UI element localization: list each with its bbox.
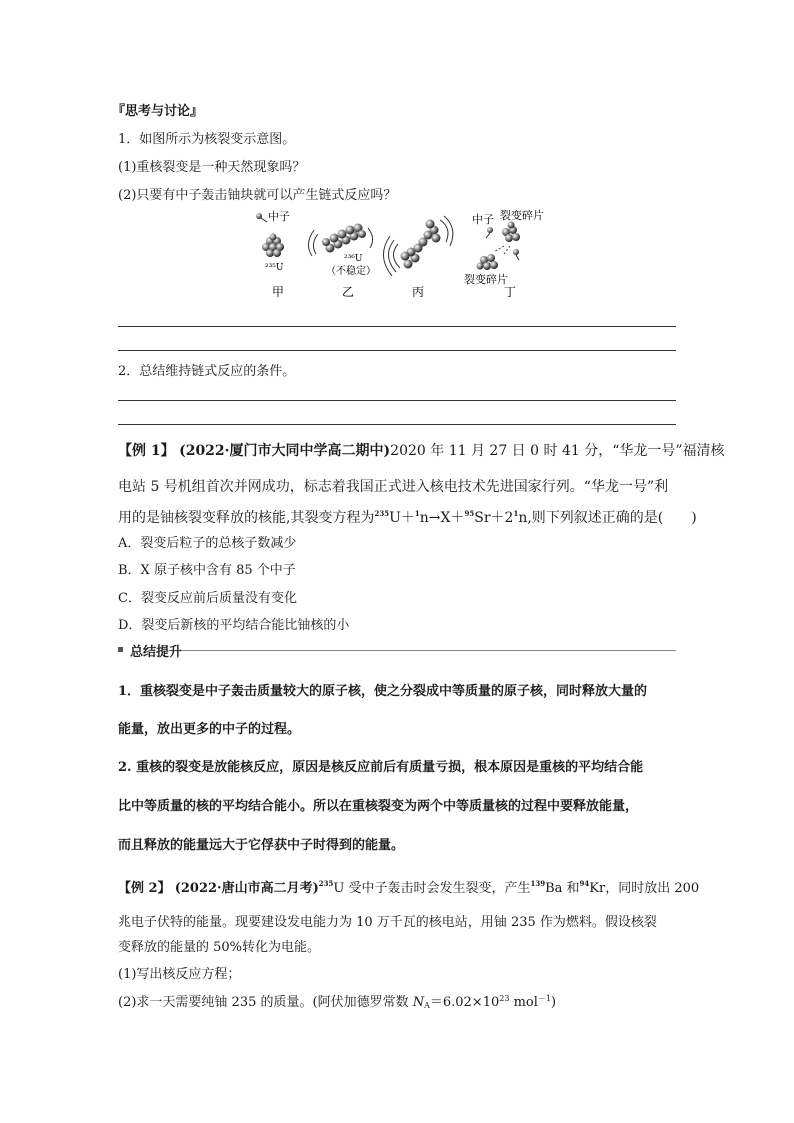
splitting-nucleus-icon bbox=[401, 220, 441, 269]
example-2-source: (2022·唐山市高二月考) bbox=[174, 881, 319, 896]
label-fragment-top: 裂变碎片 bbox=[500, 209, 544, 222]
example-1-source: (2022·厦门市大同中学高二期中) bbox=[179, 443, 391, 459]
option-a: A．裂变后粒子的总核子数减少 bbox=[118, 536, 297, 551]
example-2-tag: 【例 2】 bbox=[118, 881, 171, 896]
fission-diagram bbox=[248, 208, 588, 304]
label-neutron-jia: 中子 bbox=[268, 210, 290, 223]
summary-divider bbox=[182, 650, 676, 651]
label-u235: ²³⁵U bbox=[265, 263, 284, 273]
answer-line bbox=[118, 350, 676, 351]
panel-yi bbox=[308, 224, 376, 300]
answer-line bbox=[118, 326, 676, 327]
label-fragment-bottom: 裂变碎片 bbox=[464, 273, 508, 286]
option-b: B．X 原子核中含有 85 个中子 bbox=[118, 563, 296, 578]
question-1b: (2)只要有中子轰击铀块就可以产生链式反应吗？ bbox=[118, 188, 397, 203]
label-bing: 丙 bbox=[412, 285, 425, 299]
summary-bullet-icon bbox=[118, 647, 123, 652]
think-heading: 『思考与讨论』 bbox=[112, 104, 204, 119]
summary-p1-line-1: 1．重核裂变是中子轰击质量较大的原子核，使之分裂成中等质量的原子核，同时释放大量的 bbox=[118, 684, 648, 699]
label-neutron-ding: 中子 bbox=[472, 213, 494, 226]
u236-nucleus-icon bbox=[322, 224, 366, 253]
example-1-tag: 【例 1】 bbox=[118, 443, 175, 459]
panel-jia bbox=[256, 209, 290, 299]
option-c: C．裂变反应前后质量没有变化 bbox=[118, 591, 297, 606]
panel-ding bbox=[464, 208, 544, 299]
summary-p2-line-3: 而且释放的能量远大于它俘获中子时得到的能量。 bbox=[118, 838, 405, 853]
summary-p2-line-1: 2. 重核的裂变是放能核反应，原因是核反应前后有质量亏损，根本原因是重核的平均结合能 bbox=[118, 760, 644, 775]
neutron-icon bbox=[486, 227, 493, 238]
example-2-q2: (2)求一天需要纯铀 235 的质量。(阿伏加德罗常数 $N_A=6.02\times 10^{23}$ mol$^{-1}$) bbox=[118, 994, 557, 1010]
summary-p1-line-2: 能量，放出更多的中子的过程。 bbox=[118, 722, 301, 737]
neutron-icon bbox=[513, 249, 519, 260]
example-1-line-2: 电站 5 号机组首次并网成功，标志着我国正式进入核电技术先进国家行列。“华龙一号”利 bbox=[118, 479, 669, 495]
example-2-line-2: 兆电子伏特的能量。现要建设发电能力为 10 万千瓦的核电站，用铀 235 作为燃料。假设核裂 bbox=[118, 915, 657, 930]
u-mass-number: 235 bbox=[374, 509, 390, 518]
u235-nucleus-icon bbox=[262, 234, 284, 258]
label-u236: ²³⁶U bbox=[344, 254, 363, 264]
summary-p2-line-2: 比中等质量的核的平均结合能小。所以在重核裂变为两个中等质量核的过程中要释放能量， bbox=[118, 799, 639, 814]
example-2-q1: (1)写出核反应方程； bbox=[118, 967, 241, 982]
label-jia: 甲 bbox=[272, 285, 285, 299]
n2-mass-number: 1 bbox=[513, 509, 519, 518]
fragment-top-icon bbox=[502, 222, 520, 243]
answer-line bbox=[118, 400, 676, 401]
example-2-line-3: 变释放的能量的 50%转化为电能。 bbox=[118, 940, 321, 955]
panel-bing bbox=[383, 216, 452, 299]
fragment-bottom-icon bbox=[477, 254, 499, 270]
question-1: 1．如图所示为核裂变示意图。 bbox=[118, 132, 296, 147]
label-yi: 乙 bbox=[342, 285, 355, 299]
example-1-text-1: 2020 年 11 月 27 日 0 时 41 分，“华龙一号”福清核 bbox=[390, 443, 725, 459]
example-1-line-1 bbox=[118, 440, 725, 460]
sr-mass-number: 95 bbox=[464, 509, 475, 518]
example-2-line-1: 【例 2】 (2022·唐山市高二月考)$^{235}$U 受中子轰击时会发生裂变，产生$^{139}$Ba 和$^{94}$Kr，同时放出 200 bbox=[118, 879, 700, 896]
question-1a: (1)重核裂变是一种天然现象吗？ bbox=[118, 160, 306, 175]
example-1-line-3: 用的是铀核裂变释放的核能,其裂变方程为$^{235}U+^1n\to X+^{95}Sr+2^1n$,则下列叙述正确的是( ) bbox=[118, 509, 697, 526]
neutron-icon bbox=[256, 213, 267, 222]
summary-heading: 总结提升 bbox=[130, 645, 183, 660]
question-2: 2．总结维持链式反应的条件。 bbox=[118, 364, 296, 379]
answer-line bbox=[118, 424, 676, 425]
n-mass-number: 1 bbox=[414, 509, 420, 518]
label-unstable: （不稳定） bbox=[326, 266, 376, 277]
option-d: D．裂变后新核的平均结合能比铀核的小 bbox=[118, 618, 350, 633]
label-ding: 丁 bbox=[504, 285, 517, 299]
